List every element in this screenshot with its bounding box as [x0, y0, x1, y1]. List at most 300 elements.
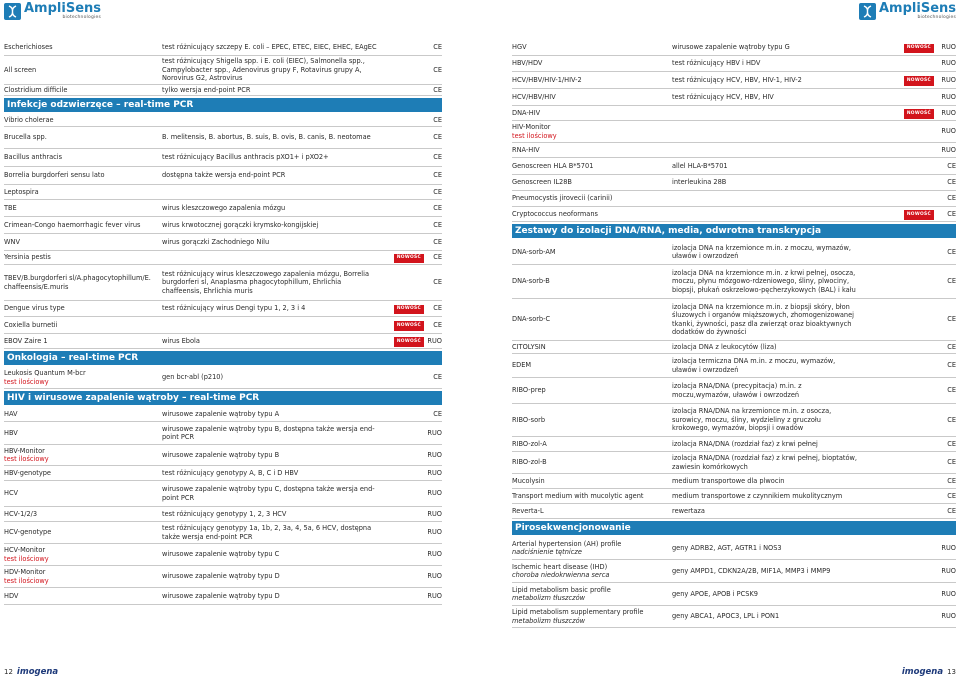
product-name-cell [4, 337, 162, 346]
product-row [512, 207, 956, 222]
certification-label: RUO [941, 92, 956, 101]
imogena-logo: imogena [16, 667, 59, 677]
product-name-cell [4, 592, 162, 601]
product-description: test różnicujący Shigella spp. i E. coli (EIEC), Salmonella spp., Campylobacter spp., Adenovirus grupy F, Rotavirus grupy A, Norovirus G2, Astrovirus [162, 57, 365, 82]
certification-label: RUO [427, 550, 442, 559]
product-name: Yersinia pestis [4, 253, 51, 262]
product-description: test różnicujący HBV i HDV [672, 59, 761, 68]
certification-label: RUO [427, 572, 442, 581]
certification-label: CE [947, 194, 956, 203]
product-row [512, 106, 956, 121]
product-name: HDV [4, 591, 19, 600]
product-name: Lipid metabolism basic profile [512, 585, 611, 594]
certification-label: RUO [941, 543, 956, 552]
product-name: HCV/HBV/HIV-1/HIV-2 [512, 75, 582, 84]
new-badge-cell [862, 42, 934, 53]
product-description: test różnicujący genotypy 1a, 1b, 2, 3a, 4, 5a, 6 HCV, dostępna także wersja end-point PCR [162, 524, 372, 541]
certification-label: CE [433, 85, 442, 94]
product-description: izolacja DNA na krzemionce m.in. z biopsji skóry, błon śluzowych i organów miąższowych, zhomogenizowanej tkanki, żywności, pasz dla zwierząt oraz bioaktywnych dodatków do żywności [672, 302, 854, 336]
certification-label: CE [433, 304, 442, 313]
certification-label: CE [433, 115, 442, 124]
product-name-cell [512, 386, 672, 395]
product-row [512, 537, 956, 560]
new-badge: NOWOŚĆ [904, 109, 934, 119]
product-row [512, 583, 956, 606]
new-badge-cell [382, 336, 424, 347]
new-badge: NOWOŚĆ [394, 321, 424, 331]
section-header: Infekcje odzwierzęce – real-time PCR [4, 98, 442, 112]
certification-label: CE [947, 506, 956, 515]
product-row [4, 56, 442, 85]
product-subtitle: choroba niedokrwienna serca [512, 571, 610, 579]
product-row [4, 265, 442, 301]
product-row [512, 341, 956, 354]
certification-label: CE [947, 491, 956, 500]
certification-label: CE [433, 153, 442, 162]
new-badge: NOWOŚĆ [904, 210, 934, 220]
product-name: HCV/HBV/HIV [512, 92, 556, 101]
certification-label: RUO [427, 489, 442, 498]
product-name: Genoscreen HLA B*5701 [512, 161, 594, 170]
certification-label: CE [433, 187, 442, 196]
product-name: HGV [512, 43, 527, 52]
product-name: All screen [4, 65, 37, 74]
product-row [512, 378, 956, 404]
new-badge: NOWOŚĆ [394, 337, 424, 347]
product-row [512, 299, 956, 341]
new-badge-cell [862, 75, 934, 86]
certification-label: CE [947, 277, 956, 286]
brand-name: AmpliSens [24, 1, 101, 16]
product-name: Reverta-L [512, 506, 544, 515]
product-subtitle: metabolizm tłuszczów [512, 594, 586, 602]
certification-label: CE [947, 439, 956, 448]
new-badge-cell [862, 108, 934, 119]
product-subtitle: test ilościowy [512, 131, 557, 140]
product-name-cell [4, 528, 162, 537]
imogena-logo: imogena [901, 667, 944, 677]
product-row [4, 200, 442, 217]
product-name-cell [4, 568, 162, 585]
new-badge: NOWOŚĆ [394, 254, 424, 264]
product-row [4, 367, 442, 389]
product-description: izolacja DNA na krzemionce m.in. z krwi pełnej, osocza, moczu, płynu mózgowo-rdzeniowego, śliny, plwociny, biopsji, płukań oskrzelowo-pęcherzykowych (BAL) i kału [672, 268, 856, 294]
product-description: geny ABCA1, APOC3, LPL i PON1 [672, 612, 780, 621]
product-row [512, 404, 956, 437]
product-name-cell [512, 162, 672, 171]
section-header: Onkologia – real-time PCR [4, 351, 442, 365]
product-name-cell [4, 369, 162, 386]
certification-label: CE [433, 43, 442, 52]
product-name: Clostridium difficile [4, 85, 68, 94]
product-name-cell [512, 608, 672, 625]
right-catalog-column [512, 40, 956, 628]
product-row [4, 251, 442, 265]
new-badge: NOWOŚĆ [904, 76, 934, 86]
product-name: Borrelia burgdorferi sensu lato [4, 171, 105, 180]
footer-left [4, 667, 58, 677]
product-description: test różnicujący wirus Dengi typu 1, 2, 3 i 4 [162, 304, 306, 313]
product-description: izolacja RNA/DNA na krzemionce m.in. z osocza, surowicy, moczu, śliny, wydzieliny z gruczołu krokowego, wymazów, biopsji i owadów [672, 407, 832, 433]
certification-label: RUO [427, 591, 442, 600]
product-row [4, 114, 442, 127]
product-name: Crimean-Congo haemorrhagic fever virus [4, 220, 141, 229]
certification-label: RUO [941, 589, 956, 598]
product-description: wirusowe zapalenie wątroby typu C, dostępna także wersja end-point PCR [162, 485, 375, 502]
product-row [512, 143, 956, 158]
product-description: B. melitensis, B. abortus, B. suis, B. ovis, B. canis, B. neotomae [162, 133, 371, 142]
product-name-cell [4, 86, 162, 95]
brand-name: AmpliSens [879, 1, 956, 16]
product-name: HDV-Monitor [4, 568, 46, 576]
product-name-cell [4, 116, 162, 125]
product-name-cell [512, 586, 672, 603]
certification-label: RUO [941, 566, 956, 575]
product-row [512, 89, 956, 106]
product-name: Ischemic heart disease (IHD) [512, 562, 608, 571]
product-description: geny APOE, APOB i PCSK9 [672, 589, 758, 598]
product-name: Arterial hypertension (AH) profile [512, 539, 622, 548]
certification-label: RUO [427, 428, 442, 437]
product-description: wirus krwotocznej gorączki krymsko-kongijskiej [162, 220, 319, 229]
product-name-cell [4, 447, 162, 464]
product-name-cell [4, 510, 162, 519]
product-row [4, 40, 442, 56]
product-name-cell [512, 76, 672, 85]
product-description: rewertaza [672, 506, 705, 515]
product-name: HCV-1/2/3 [4, 509, 38, 518]
certification-label: CE [433, 253, 442, 262]
product-name: Brucella spp. [4, 133, 47, 142]
certification-label: CE [433, 320, 442, 329]
product-description: medium transportowe dla plwocin [672, 476, 785, 485]
product-row [512, 56, 956, 72]
product-name: RIBO-zol-B [512, 458, 547, 467]
product-name: DNA-sorb-C [512, 315, 551, 324]
product-name-cell [512, 210, 672, 219]
certification-label: RUO [941, 145, 956, 154]
product-row [4, 566, 442, 588]
product-name: EBOV Zaire 1 [4, 336, 48, 345]
product-description: test różnicujący genotypy A, B, C i D HBV [162, 468, 299, 477]
certification-label: RUO [427, 509, 442, 518]
product-row [512, 121, 956, 143]
product-name-cell [512, 563, 672, 580]
product-name: Escherichioses [4, 43, 53, 52]
product-name: Leukosis Quantum M-bcr [4, 369, 86, 377]
product-name: Mucolysin [512, 476, 545, 485]
product-name: HAV [4, 409, 18, 418]
product-row [4, 234, 442, 251]
product-row [4, 445, 442, 466]
certification-label: CE [947, 178, 956, 187]
product-name: Lipid metabolism supplementary profile [512, 608, 644, 616]
section-header: HIV i wirusowe zapalenie wątroby – real-time PCR [4, 391, 442, 405]
product-name-cell [512, 315, 672, 324]
product-row [512, 72, 956, 89]
certification-label: CE [947, 247, 956, 256]
product-description: gen bcr-abl (p210) [162, 373, 224, 382]
certification-label: RUO [427, 528, 442, 537]
product-name: HCV-Monitor [4, 546, 46, 554]
certification-label: CE [433, 65, 442, 74]
product-row [512, 265, 956, 299]
brand-sub: biotechnologies [62, 15, 101, 20]
certification-label: CE [947, 342, 956, 351]
product-name: TBE [4, 203, 17, 212]
product-name: HBV [4, 428, 18, 437]
product-row [512, 452, 956, 474]
new-badge-cell [382, 303, 424, 314]
product-name-cell [4, 43, 162, 52]
product-name-cell [4, 204, 162, 213]
product-description: test różnicujący HCV, HBV, HIV-1, HIV-2 [672, 75, 802, 84]
new-badge: NOWOŚĆ [394, 305, 424, 315]
product-row [4, 481, 442, 507]
product-subtitle: test ilościowy [4, 576, 49, 585]
section-header: Zestawy do izolacji DNA/RNA, media, odwrotna transkrypcja [512, 224, 956, 238]
product-row [4, 167, 442, 185]
product-name-cell [512, 440, 672, 449]
certification-label: CE [433, 220, 442, 229]
product-name-cell [512, 507, 672, 516]
product-description: wirusowe zapalenie wątroby typu D [162, 591, 280, 600]
product-name-cell [512, 146, 672, 155]
product-name-cell [4, 238, 162, 247]
certification-label: RUO [941, 612, 956, 621]
section-header: Pirosekwencjonowanie [512, 521, 956, 535]
product-description: wirus Ebola [162, 336, 200, 345]
product-name-cell [512, 43, 672, 52]
product-name-cell [4, 274, 162, 291]
product-name-cell [4, 253, 162, 262]
product-description: izolacja RNA/DNA (rozdział faz) z krwi pełnej [672, 439, 818, 448]
product-name: HBV-Monitor [4, 446, 45, 455]
product-row [4, 588, 442, 605]
product-name-cell [512, 492, 672, 501]
product-description: test różnicujący genotypy 1, 2, 3 HCV [162, 509, 287, 518]
product-name: Leptospira [4, 187, 39, 196]
product-name-cell [4, 171, 162, 180]
product-name-cell [4, 410, 162, 419]
brand-logo-left [4, 3, 101, 20]
product-name: EDEM [512, 361, 532, 370]
product-name-cell [512, 93, 672, 102]
product-description: wirusowe zapalenie wątroby typu C [162, 550, 280, 559]
product-name-cell [4, 489, 162, 498]
product-name-cell [512, 343, 672, 352]
product-row [512, 40, 956, 56]
product-name: RIBO-prep [512, 386, 546, 395]
new-badge-cell [382, 252, 424, 263]
product-description: wirus kleszczowego zapalenia mózgu [162, 203, 286, 212]
product-description: wirusowe zapalenie wątroby typu B, dostępna także wersja end-point PCR [162, 424, 375, 441]
product-row [4, 127, 442, 149]
dna-icon [859, 3, 876, 20]
product-name: Vibrio cholerae [4, 115, 54, 124]
certification-label: CE [947, 458, 956, 467]
certification-label: CE [433, 278, 442, 287]
certification-label: CE [433, 409, 442, 418]
certification-label: CE [947, 361, 956, 370]
product-subtitle: nadciśnienie tętnicze [512, 548, 582, 556]
brand-logo-right [859, 3, 956, 20]
product-name-cell [512, 123, 672, 140]
certification-label: CE [947, 476, 956, 485]
product-row [512, 354, 956, 378]
product-row [4, 544, 442, 566]
product-row [512, 158, 956, 175]
product-name: HCV-genotype [4, 528, 52, 537]
product-name-cell [512, 477, 672, 486]
product-description: wirusowe zapalenie wątroby typu D [162, 572, 280, 581]
product-row [4, 466, 442, 481]
product-name: DNA-HIV [512, 108, 541, 117]
certification-label: RUO [941, 108, 956, 117]
product-subtitle: test ilościowy [4, 455, 49, 463]
certification-label: RUO [427, 336, 442, 345]
certification-label: CE [947, 415, 956, 424]
product-description: test różnicujący wirus kleszczowego zapalenia mózgu, Borrelia burgdorferi sl, Anaplasma phagocytophillum, Ehrlichia chaffeensis, Ehrlichia muris [162, 269, 369, 295]
product-row [4, 85, 442, 97]
new-badge-cell [382, 320, 424, 331]
product-name-cell [512, 361, 672, 370]
product-description: wirusowe zapalenie wątroby typu A [162, 409, 280, 418]
product-name-cell [512, 194, 672, 203]
product-description: geny AMPD1, CDKN2A/2B, MIF1A, MMP3 i MMP9 [672, 566, 831, 575]
product-name-cell [512, 248, 672, 257]
product-name: Dengue virus type [4, 304, 65, 313]
product-name: Transport medium with mucolytic agent [512, 491, 644, 500]
product-description: izolacja termiczna DNA m.in. z moczu, wymazów, uławów i owrzodzeń [672, 357, 836, 374]
product-name: Genoscreen IL28B [512, 178, 572, 187]
product-row [512, 240, 956, 265]
certification-label: CE [947, 209, 956, 218]
product-description: allel HLA-B*5701 [672, 161, 728, 170]
footer-right [902, 667, 956, 677]
product-name-cell [4, 133, 162, 142]
product-name-cell [512, 109, 672, 118]
product-row [512, 504, 956, 519]
certification-label: CE [947, 161, 956, 170]
product-name: Pneumocystis jirovecii (carinii) [512, 194, 613, 203]
page-number: 12 [4, 668, 13, 676]
product-row [4, 407, 442, 422]
certification-label: RUO [427, 468, 442, 477]
product-name-cell [4, 546, 162, 563]
product-description: interleukina 28B [672, 178, 727, 187]
new-badge: NOWOŚĆ [904, 44, 934, 54]
product-name-cell [512, 59, 672, 68]
product-name: Cryptococcus neoformans [512, 209, 598, 218]
product-name: WNV [4, 237, 20, 246]
product-name-cell [4, 188, 162, 197]
product-name: DNA-sorb-B [512, 277, 550, 286]
certification-label: RUO [941, 43, 956, 52]
product-name-cell [4, 153, 162, 162]
product-name-cell [4, 221, 162, 230]
product-name: HCV [4, 489, 19, 498]
product-row [4, 422, 442, 445]
brand-sub: biotechnologies [917, 15, 956, 20]
certification-label: CE [947, 315, 956, 324]
product-name: TBEV/B.burgdorferi sl/A.phagocytophillum/E. chaffeensis/E.muris [4, 274, 151, 291]
product-description: izolacja DNA na krzemionce m.in. z moczu, wymazów, uławów i owrzodzeń [672, 243, 851, 260]
certification-label: RUO [941, 127, 956, 136]
certification-label: CE [433, 171, 442, 180]
product-description: medium transportowe z czynnikiem mukolitycznym [672, 491, 843, 500]
product-name-cell [512, 178, 672, 187]
product-row [4, 334, 442, 349]
product-row [4, 149, 442, 167]
product-description: izolacja RNA/DNA (rozdział faz) z krwi pełnej, bioptatów, zawiesin komórkowych [672, 454, 858, 471]
product-subtitle: metabolizm tłuszczów [512, 616, 586, 625]
product-description: wirus gorączki Zachodniego Nilu [162, 237, 270, 246]
product-description: wirusowe zapalenie wątroby typu G [672, 43, 790, 52]
product-description: test różnicujący szczepy E. coli – EPEC, ETEC, EIEC, EHEC, EAgEC [162, 43, 377, 52]
product-name: Coxiella burnetii [4, 320, 58, 329]
product-name: RIBO-sorb [512, 415, 546, 424]
product-name: CITOLYSIN [512, 342, 546, 351]
certification-label: CE [433, 373, 442, 382]
new-badge-cell [862, 209, 934, 220]
product-name-cell [512, 540, 672, 557]
product-subtitle: test ilościowy [4, 377, 49, 386]
product-name-cell [512, 458, 672, 467]
product-name: HBV-genotype [4, 468, 51, 477]
certification-label: RUO [427, 450, 442, 459]
product-name-cell [4, 66, 162, 75]
certification-label: RUO [941, 59, 956, 68]
product-name: RNA-HIV [512, 145, 540, 154]
product-row [512, 606, 956, 628]
product-name: HIV-Monitor [512, 123, 551, 131]
product-name-cell [4, 469, 162, 478]
product-description: test różnicujący Bacillus anthracis pXO1+ i pXO2+ [162, 153, 329, 162]
page-number: 13 [947, 668, 956, 676]
product-name-cell [512, 277, 672, 286]
product-name: DNA-sorb-AM [512, 247, 556, 256]
product-row [4, 217, 442, 234]
product-name: Bacillus anthracis [4, 153, 63, 162]
product-row [512, 474, 956, 489]
product-description: dostępna także wersja end-point PCR [162, 171, 286, 180]
product-name: RIBO-zol-A [512, 439, 547, 448]
product-row [512, 175, 956, 191]
certification-label: CE [947, 386, 956, 395]
certification-label: CE [433, 237, 442, 246]
product-row [4, 522, 442, 544]
product-subtitle: test ilościowy [4, 554, 49, 563]
product-description: izolacja DNA z leukocytów (liza) [672, 342, 777, 351]
certification-label: CE [433, 133, 442, 142]
product-name-cell [4, 321, 162, 330]
product-name: HBV/HDV [512, 59, 543, 68]
product-row [512, 560, 956, 583]
product-row [4, 185, 442, 200]
product-description: geny ADRB2, AGT, AGTR1 i NOS3 [672, 543, 782, 552]
product-row [4, 317, 442, 334]
product-description: tylko wersja end-point PCR [162, 85, 251, 94]
left-catalog-column [4, 40, 442, 605]
product-row [512, 489, 956, 504]
product-name-cell [4, 429, 162, 438]
product-name-cell [512, 416, 672, 425]
product-row [512, 191, 956, 207]
product-row [4, 301, 442, 317]
product-name-cell [4, 304, 162, 313]
certification-label: RUO [941, 75, 956, 84]
